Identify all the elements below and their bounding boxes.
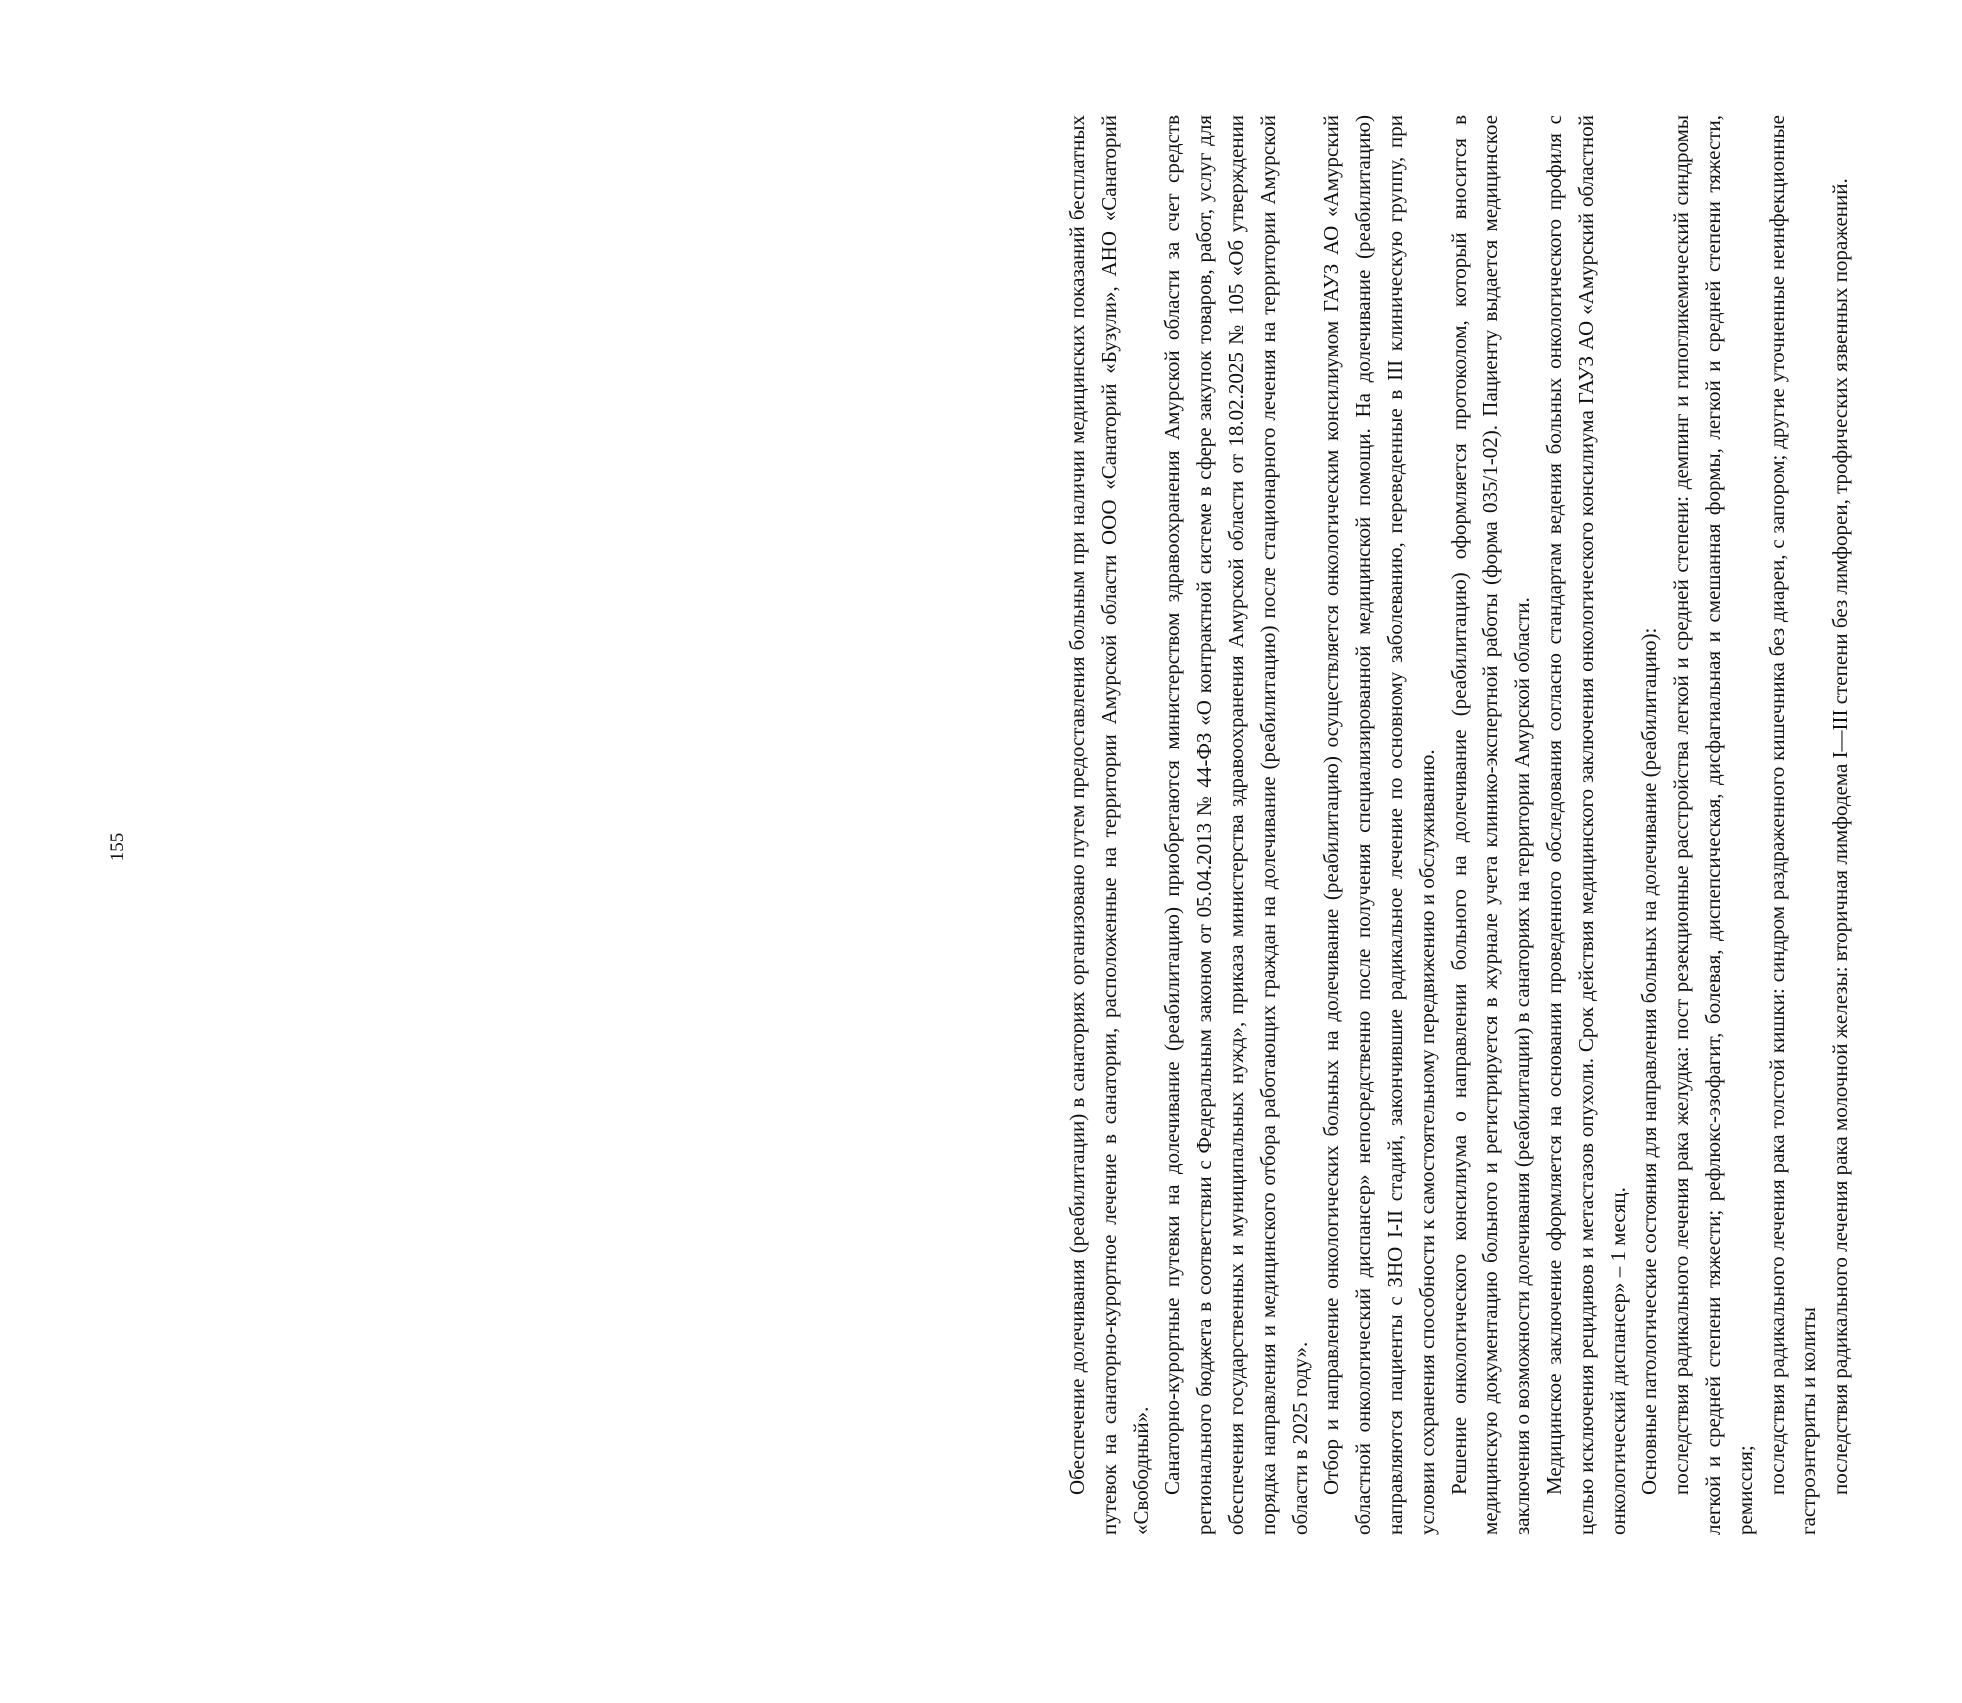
paragraph-colon-cancer: последствия радикального лечения рака толстой кишки: синдром раздраженного кишечника без диареи, с запором; другие уточненные неинфекционные гастроэнтериты и колиты: [1764, 115, 1821, 1535]
paragraph-breast-cancer: последствия радикального лечения рака молочной железы: вторичная лимфодема I—III степени без лимфореи, трофических язвенных поражений.: [1828, 178, 1853, 1495]
paragraph-rehab-organization: Обеспечение долечивания (реабилитации) в санаториях организовано путем предоставления больным при наличии медицинских показаний бесплатных путевок на санаторно-курортное лечение в санатории, расположенные на территории Амурской области ООО «Санаторий «Бузули», АНО «Санаторий «Свободный».: [1065, 115, 1153, 1535]
page-number: 155: [107, 832, 128, 862]
paragraph-stomach-cancer: последствия радикального лечения рака желудка: пост резекционные расстройства легкой и средней степени: демпинг и гипогликемический синдромы легкой и средней степени тяжести; рефлюкс-эзофагит, болевая, диспепсическая, дисфагиальная и смешанная формы, легкой и средней степени тяжести, ремиссия;: [1669, 115, 1757, 1535]
paragraph-conditions-heading: Основные патологические состояния для направления больных на долечивание (реабилитацию):: [1637, 627, 1662, 1495]
paragraph-medical-conclusion: Медицинское заключение оформляется на основании проведенного обследования согласно стандартам ведения больных онкологического профиля с целью исключения рецидивов и метастазов опухоли. Срок действия медицинского заключения онкологического консилиума ГАУЗ АО «Амурский областной онкологический диспансер» – 1 месяц.: [1541, 115, 1630, 1535]
paragraph-selection: Отбор и направление онкологических больных на долечивание (реабилитацию) осуществляется онкологическим консилиумом ГАУЗ АО «Амурский областной онкологический диспансер» непосредственно после получения специализированной медицинской помощи. На долечивание (реабилитацию) направляются пациенты с ЗНО I-II стадий, закончившие радикальное лечение по основному заболеванию, переведенные в III клиническую группу, при условии сохранения способности к самостоятельному передвижению и обслуживанию.: [1319, 115, 1439, 1535]
paragraph-vouchers-purchase: Санаторно-курортные путевки на долечивание (реабилитацию) приобретаются министерством здравоохранения Амурской области за счет средств регионального бюджета в соответствии с Федеральным законом от 05.04.2013 № 44-ФЗ «О контрактной системе в сфере закупок товаров, работ, услуг для обеспечения государственных и муниципальных нужд», приказа министерства здравоохранения Амурской области от 18.02.2025 № 105 «Об утверждении порядка направления и медицинского отбора работающих граждан на долечивание (реабилитацию) после стационарного лечения на территории Амурской области в 2025 году».: [1160, 115, 1312, 1535]
document-body: [1062, 115, 1962, 1535]
paragraph-consilium-decision: Решение онкологического консилиума о направлении больного на долечивание (реабилитацию) оформляется протоколом, который вносится в медицинскую документацию больного и регистрируется в журнале учета клинико-экспертной работы (форма 035/1-02). Пациенту выдается медицинское заключения о возможности долечивания (реабилитации) в санаториях на территории Амурской области.: [1446, 115, 1535, 1535]
